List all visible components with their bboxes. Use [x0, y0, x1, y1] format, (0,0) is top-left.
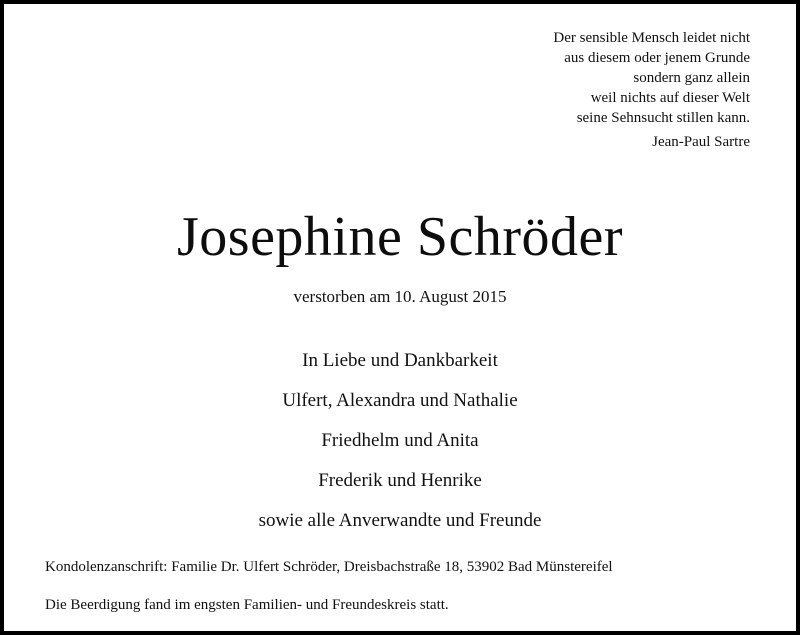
mourner-line: Ulfert, Alexandra und Nathalie [282, 390, 518, 411]
quote-line: sondern ganz allein [633, 70, 750, 86]
quote-author: Jean-Paul Sartre [652, 134, 750, 150]
quote-line: aus diesem oder jenem Grunde [564, 50, 750, 66]
mourner-line: Friedhelm und Anita [321, 430, 479, 451]
funeral-note: Die Beerdigung fand im engsten Familien- und Freundeskreis statt. [45, 597, 449, 613]
mourner-line: In Liebe und Dankbarkeit [302, 350, 498, 371]
quote-line: seine Sehnsucht stillen kann. [576, 110, 750, 126]
date-of-death: verstorben am 10. August 2015 [293, 287, 507, 306]
mourners-list [4, 348, 796, 548]
deceased-name: Josephine Schröder [176, 206, 623, 268]
mourner-line: Frederik und Henrike [318, 470, 482, 491]
quote-line: Der sensible Mensch leidet nicht [553, 30, 750, 46]
condolence-address: Kondolenzanschrift: Familie Dr. Ulfert Schröder, Dreisbachstraße 18, 53902 Bad Münstereifel [45, 559, 613, 575]
epigraph-quote [553, 28, 750, 152]
quote-line: weil nichts auf dieser Welt [590, 90, 750, 106]
mourner-line: sowie alle Anverwandte und Freunde [258, 510, 542, 531]
